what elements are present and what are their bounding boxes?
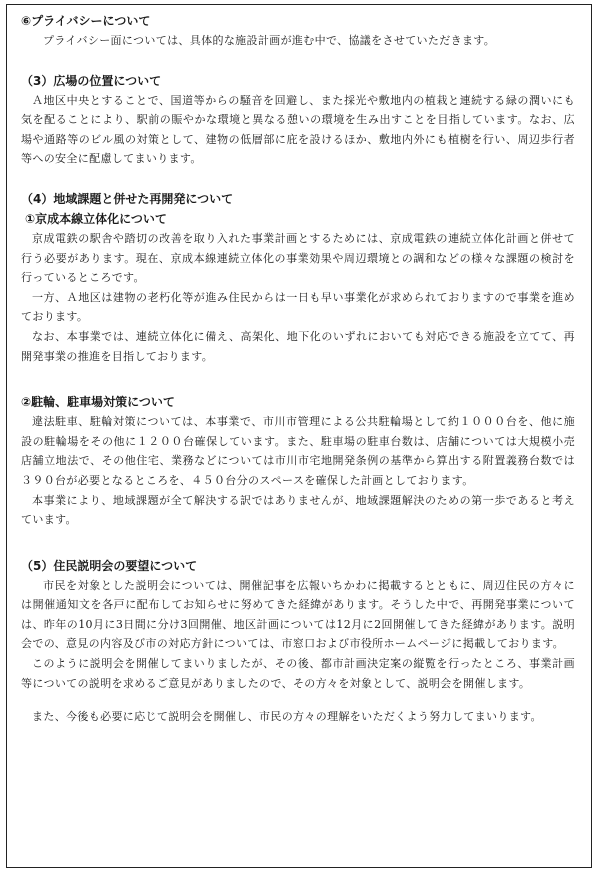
paragraph: プライバシー面については、具体的な施設計画が進む中で、協議をさせていただきます。	[43, 34, 496, 47]
paragraph: Ａ地区中央とすることで、国道等からの騒音を回避し、また採光や敷地内の植栽と連続する緑の潤いにも気を配ることにより、駅前の賑やかな環境と異なる憩いの環境を生み出すことを目指しています。なお、広場や通路等のビル風の対策として、建物の低層部に庇を設けるほか、敷地内外にも植樹を行い、周辺歩行者等への安全に配慮してまいります。	[21, 93, 575, 166]
section-heading-privacy: ⑥プライバシーについて	[21, 14, 151, 28]
paragraph: 本事業により、地域課題が全て解決する訳ではありませんが、地域課題解決のための第一歩であると考えています。	[21, 493, 575, 527]
paragraph: 一方、Ａ地区は建物の老朽化等が進み住民からは一日も早い事業化が求められておりますので事業を進めております。	[21, 290, 575, 324]
section-heading-plaza: （3）広場の位置について	[21, 73, 162, 88]
paragraph: 市民を対象とした説明会については、開催記事を広報いちかわに掲載するとともに、周辺住民の方々には開催通知文を各戸に配布してお知らせに努めてきた経緯があります。そうした中で、再開発事業については、昨年の10月に3日間に分け3回開催、地区計画については12月に2回開催してきた経緯があります。説明会での、意見の内容及び市の対応方針については、市窓口および市役所ホームページに掲載しております。	[21, 578, 575, 651]
paragraph: また、今後も必要に応じて説明会を開催し、市民の方々の理解をいただくよう努力してまいります。	[32, 710, 542, 724]
paragraph: 京成電鉄の駅舎や踏切の改善を取り入れた事業計画とするためには、京成電鉄の連続立体化計画と併せて行う必要があります。現在、京成本線連続立体化の事業効果や周辺環境との調和などの様々な課題の検討を行っているところです。	[21, 231, 575, 285]
document-page	[6, 4, 592, 868]
paragraph: このように説明会を開催してまいりましたが、その後、都市計画決定案の縦覧を行ったところ、事業計画等についての説明を求めるご意見がありましたので、その方々を対象として、説明会を開催します。	[21, 657, 575, 690]
section-heading-briefing: （5）住民説明会の要望について	[21, 558, 198, 573]
section-heading-regional-issues: （4）地域課題と併せた再開発について	[21, 191, 234, 206]
paragraph: なお、本事業では、連続立体化に備え、高架化、地下化のいずれにおいても対応できる施設を立てて、再開発事業の推進を目指しております。	[21, 329, 575, 363]
paragraph: 違法駐車、駐輪対策については、本事業で、市川市管理による公共駐輪場として約１０００台を、他に施設の駐輪場をその他に１２００台確保しています。また、駐車場の駐車台数は、店舗については大規模小売店舗立地法で、その他住宅、業務などについては市川市宅地開発条例の基準から算出する附置義務台数では３９０台が必要となるところを、４５０台分のスペースを確保した計画としております。	[21, 415, 575, 487]
section-heading-parking: ②駐輪、駐車場対策について	[21, 395, 175, 410]
subsection-heading-keisei: ①京成本線立体化について	[25, 211, 167, 226]
